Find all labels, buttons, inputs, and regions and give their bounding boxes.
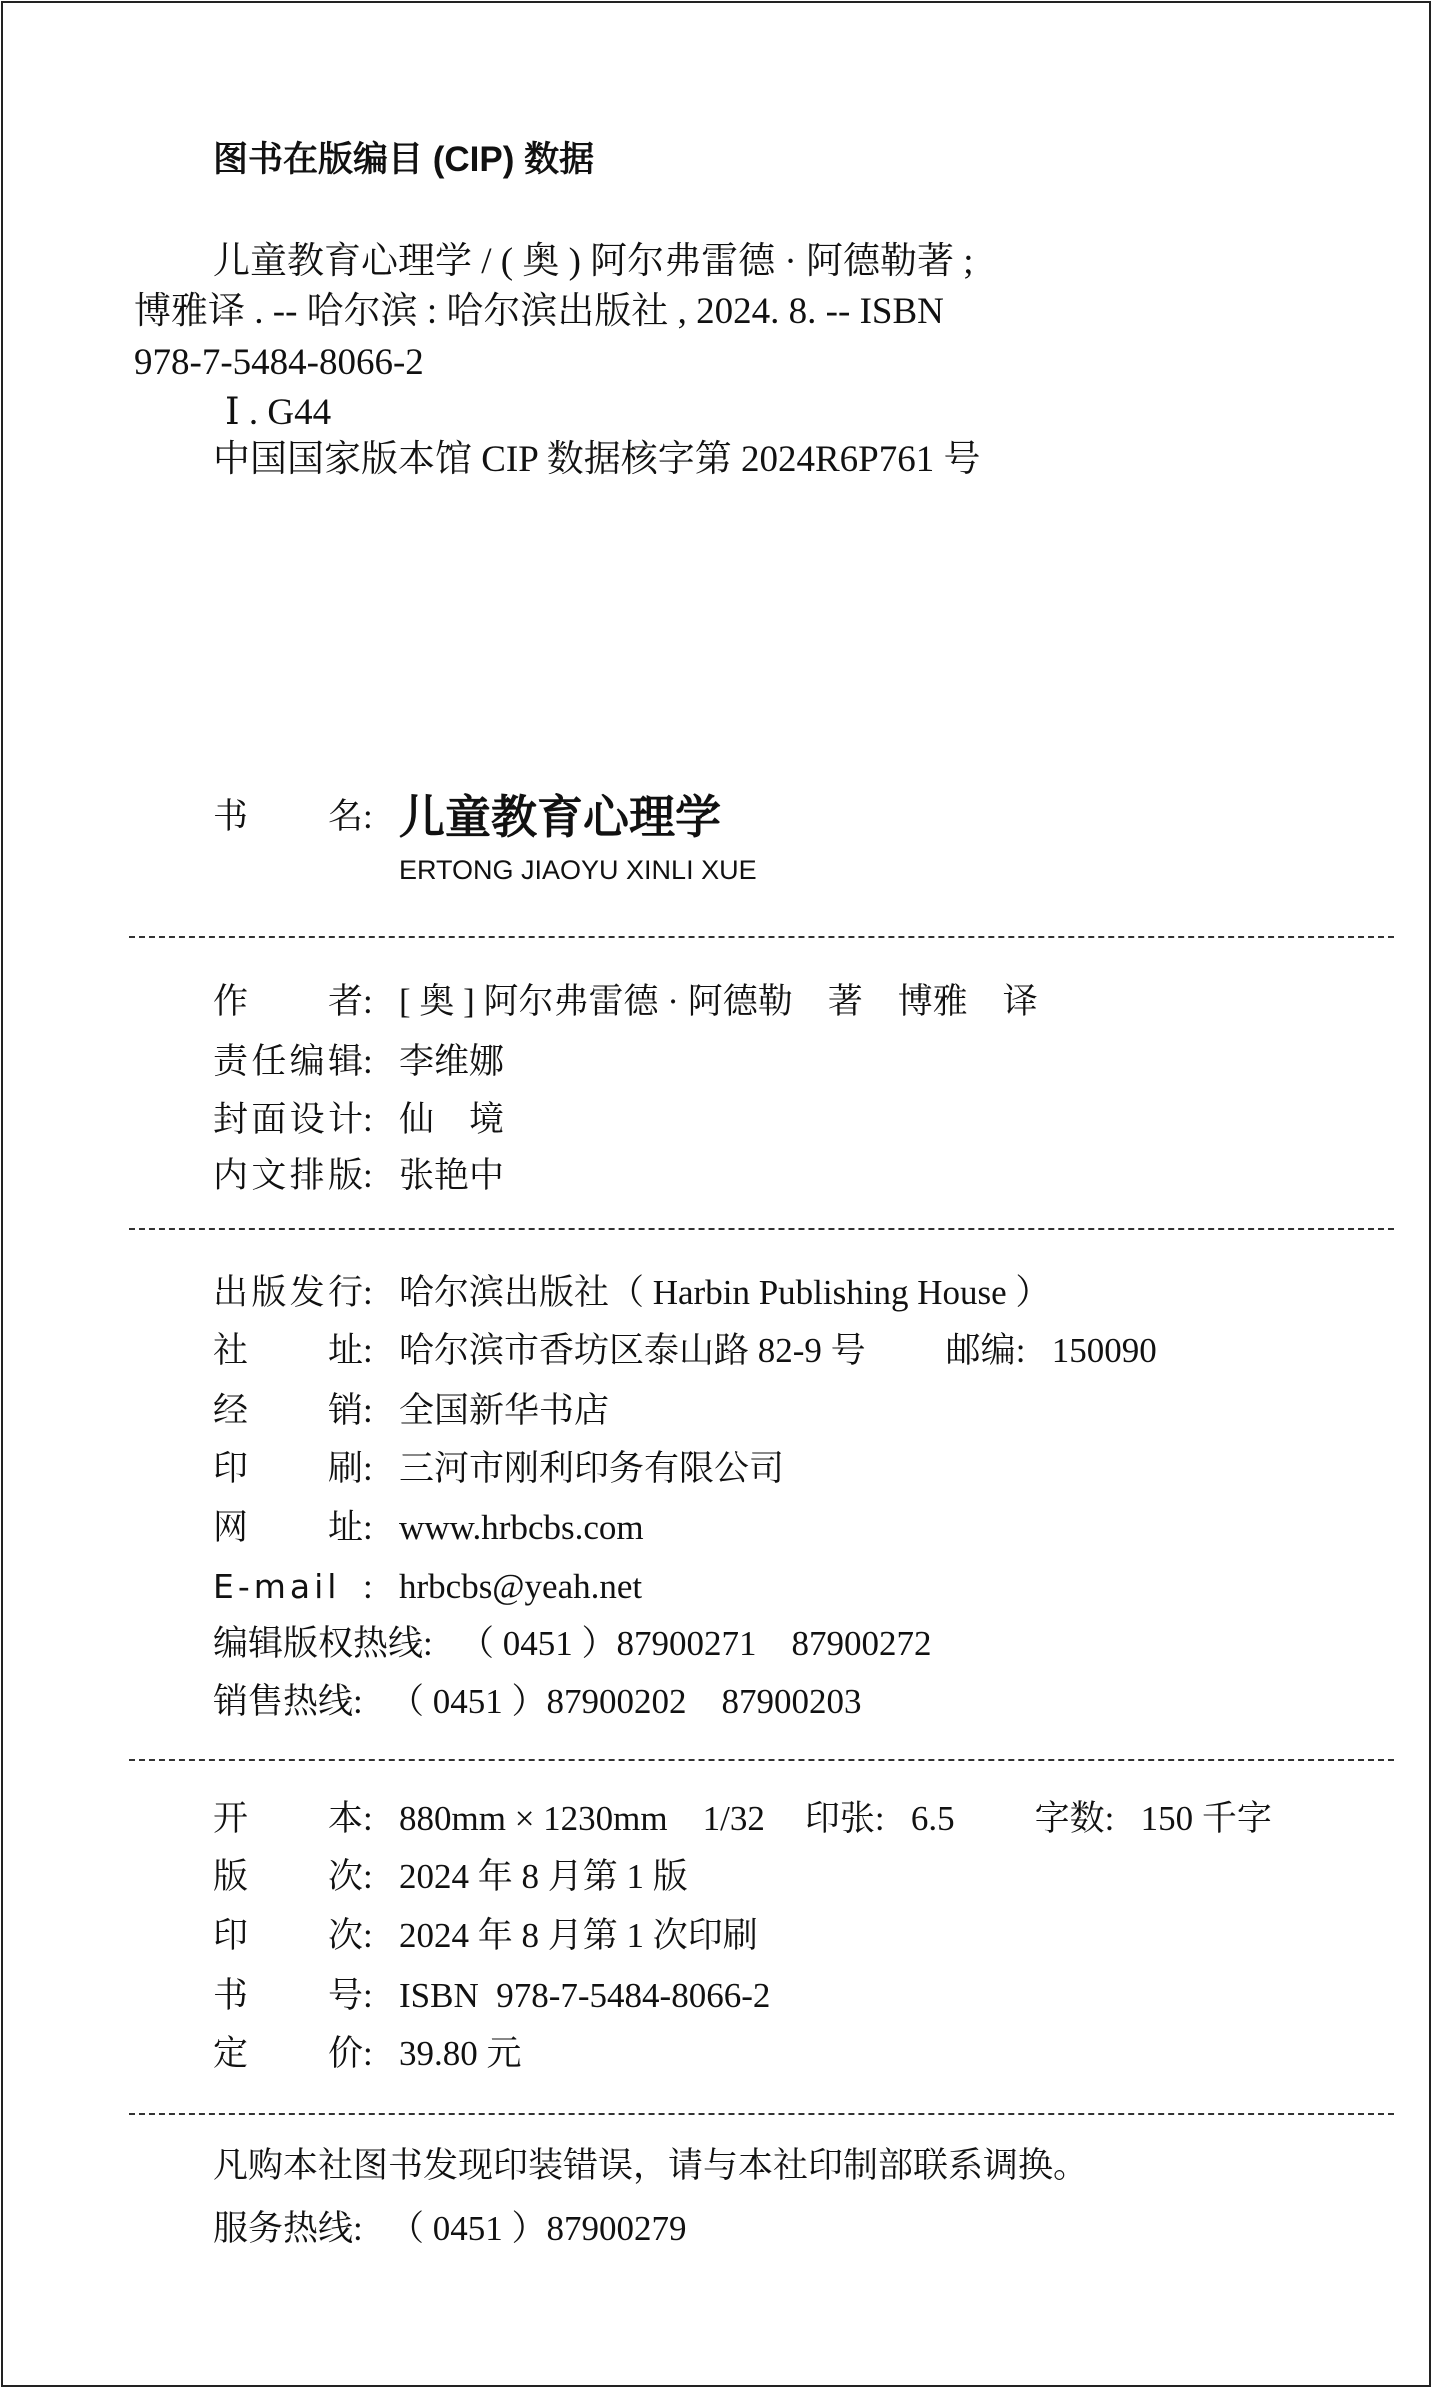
- sales-hotline-row: 销售热线 : （ 0451 ）87900202 87900203: [213, 1682, 862, 1721]
- website-link[interactable]: www.hrbcbs.com: [399, 1508, 644, 1547]
- credit-layout: 内文排版 : 张艳中: [213, 1156, 505, 1195]
- cip-line-2: 博雅译 . -- 哈尔滨 : 哈尔滨出版社 , 2024. 8. -- ISBN: [134, 291, 944, 332]
- book-title: 儿童教育心理学: [399, 791, 721, 843]
- website-row: 网址 : www.hrbcbs.com: [213, 1503, 644, 1553]
- cip-line-1: 儿童教育心理学 / ( 奥 ) 阿尔弗雷德 · 阿德勒著 ;: [213, 241, 974, 282]
- divider: [129, 1228, 1394, 1230]
- service-hotline-row: 服务热线 : （ 0451 ）87900279: [213, 2209, 687, 2248]
- edition-row: 版次 : 2024 年 8 月第 1 版: [213, 1857, 688, 1896]
- credit-editor: 责任编辑 : 李维娜: [213, 1042, 505, 1081]
- credit-cover-design: 封面设计 : 仙 境: [213, 1100, 505, 1139]
- cip-line-3: 978-7-5484-8066-2: [134, 342, 424, 383]
- editorial-hotline-row: 编辑版权热线 : （ 0451 ）87900271 87900272: [213, 1624, 932, 1663]
- format-row: 开本 : 880mm × 1230mm 1/32 印张 : 6.5 字数 : 150 千字: [213, 1799, 1272, 1838]
- cip-line-5: 中国国家版本馆 CIP 数据核字第 2024R6P761 号: [213, 439, 981, 480]
- book-title-pinyin: ERTONG JIAOYU XINLI XUE: [399, 855, 757, 885]
- divider: [129, 2113, 1394, 2115]
- address-row: 社址 : 哈尔滨市香坊区泰山路 82-9 号 邮编 : 150090: [213, 1326, 1157, 1376]
- email-row: E-mail : hrbcbs@yeah.net: [213, 1562, 642, 1612]
- credit-author: 作者 : [ 奥 ] 阿尔弗雷德 · 阿德勒 著 博雅 译: [213, 982, 1038, 1021]
- printer-row: 印刷 : 三河市刚利印务有限公司: [213, 1449, 785, 1488]
- postcode: 150090: [1051, 1331, 1157, 1370]
- label: 书名: [213, 797, 363, 836]
- publisher-row: 出版发行 : 哈尔滨出版社（ Harbin Publishing House ）: [213, 1273, 1051, 1312]
- price-row: 定价 : 39.80 元: [213, 2034, 522, 2073]
- printing-row: 印次 : 2024 年 8 月第 1 次印刷: [213, 1916, 758, 1955]
- cip-line-4: Ⅰ . G44: [225, 392, 332, 433]
- email-link[interactable]: hrbcbs@yeah.net: [399, 1567, 643, 1606]
- cip-heading: 图书在版编目 (CIP) 数据: [213, 140, 595, 179]
- misprint-notice: 凡购本社图书发现印装错误，请与本社印制部联系调换。: [213, 2146, 1089, 2185]
- divider: [129, 1759, 1394, 1761]
- book-title-row: 书名 : 儿童教育心理学: [213, 791, 721, 843]
- isbn-row: 书号 : ISBN 978-7-5484-8066-2: [213, 1976, 771, 2015]
- distributor-row: 经销 : 全国新华书店: [213, 1391, 610, 1430]
- divider: [129, 936, 1394, 938]
